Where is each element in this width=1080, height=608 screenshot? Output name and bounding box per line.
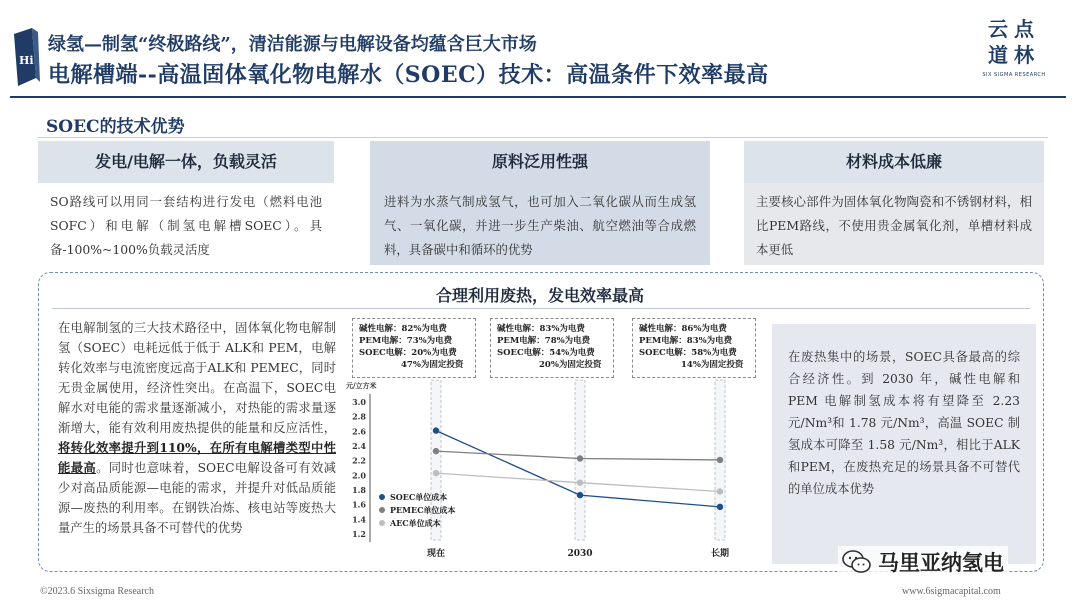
- y-tick-label: 1.8: [352, 485, 366, 495]
- logo-book-icon: [10, 28, 40, 88]
- data-point: [577, 455, 583, 461]
- advantage-card-feedstock: [370, 141, 710, 265]
- panel-left-text: [58, 318, 336, 538]
- x-tick-label: 2030: [567, 549, 593, 559]
- card-title: 发电/电解一体，负载灵活: [38, 141, 334, 183]
- data-point: [433, 470, 439, 476]
- tooltip-row: SOEC电解：58%为电费: [639, 348, 737, 358]
- y-tick-label: 1.4: [352, 514, 366, 525]
- tooltip-row: 碱性电解：83%为电费: [497, 324, 585, 334]
- website-url: www.6sigmacapital.com: [902, 586, 1001, 597]
- connector-column: [431, 380, 441, 540]
- card-title: 原料泛用性强: [491, 152, 588, 171]
- tooltip-row: 碱性电解：86%为电费: [639, 324, 727, 334]
- header-subtitle: 绿氢—制氢“终极路线”，清洁能源与电解设备均蕴含巨大市场: [48, 34, 537, 55]
- data-point: [577, 492, 583, 498]
- y-tick-label: 1.6: [352, 499, 366, 510]
- header-divider: [10, 96, 1066, 98]
- data-point: [717, 488, 723, 494]
- text-part: 在电解制氢的三大技术路径中，固体氧化物电解制氢（SOEC）电耗远低于低于 ALK和 PEM，电解转化效率与电流密度远高于ALK和 PEMEC，同时无贵金属使用，经济性突出。在高温下，SOEC电解水对电能的需求量逐渐减小，对热能的需求量逐渐增大，能有效利用废热提供的能量和反应活性，: [58, 321, 336, 435]
- tooltip-row: PEM电解：83%为电费: [639, 336, 733, 346]
- tooltip-row: 47%为固定投资: [401, 360, 464, 370]
- card-body: 进料为水蒸气制成氢气，也可加入二氧化碳从而生成氢气、一氧化碳，并进一步生产柴油、航空燃油等合成燃料，具备碳中和循环的优势: [384, 194, 696, 257]
- card-title: 材料成本低廉: [744, 141, 1044, 183]
- tooltip-longterm: [632, 318, 756, 378]
- advantage-card-flexible-load: [38, 141, 334, 265]
- panel-right-text: 在废热集中的场景，SOEC具备最高的综合经济性。到 2030 年，碱性电解和 PEM 电解制氢成本将有望降至 2.23 元/Nm³和 1.78 元/Nm³，高温 SOEC 制氢成本可降至 1.58 元/Nm³，相比于ALK和PEM，在废热充足的场景具备不可替代的单位成本优势: [772, 324, 1036, 564]
- advantage-card-material-cost: [744, 141, 1044, 265]
- section-title: SOEC的技术优势: [46, 117, 185, 137]
- legend-marker: [379, 520, 385, 526]
- legend-marker: [379, 507, 385, 513]
- tooltip-now: [352, 318, 476, 378]
- panel-title: 合理利用废热，发电效率最高: [435, 286, 644, 305]
- panel-divider: [52, 308, 1030, 309]
- y-axis-label: 元/立方米: [346, 381, 377, 390]
- tooltip-2030: [490, 318, 614, 378]
- y-tick-label: 2.0: [352, 470, 366, 481]
- card-body: 主要核心部件为固体氧化物陶瓷和不锈钢材料，相比PEM路线，不使用贵金属氧化剂，单槽材料成本更低: [744, 183, 1044, 265]
- x-tick-label: 现在: [426, 549, 446, 559]
- x-tick-label: 长期: [710, 549, 730, 559]
- y-tick-label: 1.2: [352, 529, 366, 539]
- y-tick-label: 3.0: [352, 397, 366, 407]
- text-part: 。同时也意味着，SOEC电解设备可有效减少对高品质能源—电能的需求，并提升对低品质能源—废热的利用率。在钢铁冶炼、核电站等废热大量产生的场景具备不可替代的优势: [58, 461, 336, 535]
- wechat-watermark: [838, 546, 1008, 578]
- page-title: 电解槽端--高温固体氧化物电解水（SOEC）技术：高温条件下效率最高: [48, 62, 769, 88]
- legend-marker: [379, 494, 385, 500]
- legend-label: AEC单位成本: [390, 518, 441, 528]
- tooltip-row: PEM电解：73%为电费: [359, 336, 453, 346]
- cost-chart: [340, 312, 770, 572]
- data-point: [577, 479, 583, 485]
- tooltip-row: PEM电解：78%为电费: [497, 336, 591, 346]
- legend-label: SOEC单位成本: [390, 492, 448, 502]
- y-tick-label: 2.2: [352, 455, 366, 466]
- copyright: ©2023.6 Sixsigma Research: [40, 586, 154, 597]
- tooltip-row: SOEC电解：20%为电费: [359, 348, 457, 358]
- data-point: [433, 448, 439, 454]
- emphasis-text: 将转化效率提升到110%，在所有电解槽类型中性能最高: [58, 440, 336, 475]
- brand-name: 云点道林: [988, 17, 1040, 67]
- data-point: [717, 457, 723, 463]
- tooltip-row: SOEC电解：54%为电费: [497, 348, 595, 358]
- tooltip-row: 20%为固定投资: [539, 360, 602, 370]
- svg-text:Hi: Hi: [19, 54, 34, 67]
- y-tick-label: 2.8: [352, 411, 366, 422]
- card-body: SO路线可以用同一套结构进行发电（燃料电池SOFC）和电解（制氢电解槽SOEC）。具备-100%~100%负载灵活度: [50, 194, 322, 257]
- legend-label: PEMEC单位成本: [390, 505, 456, 515]
- section-divider: [38, 137, 1048, 138]
- data-point: [433, 427, 439, 433]
- y-tick-label: 2.4: [352, 441, 366, 451]
- brand-subtitle: SIX SIGMA RESEARCH: [982, 72, 1046, 78]
- brand-logo: [978, 16, 1050, 90]
- data-point: [717, 504, 723, 510]
- wechat-account-name: 马里亚纳氢电: [878, 551, 1004, 575]
- tooltip-row: 碱性电解：82%为电费: [359, 324, 447, 334]
- tooltip-row: 14%为固定投资: [681, 360, 744, 370]
- y-tick-label: 2.6: [352, 426, 366, 437]
- wechat-icon: [842, 549, 872, 575]
